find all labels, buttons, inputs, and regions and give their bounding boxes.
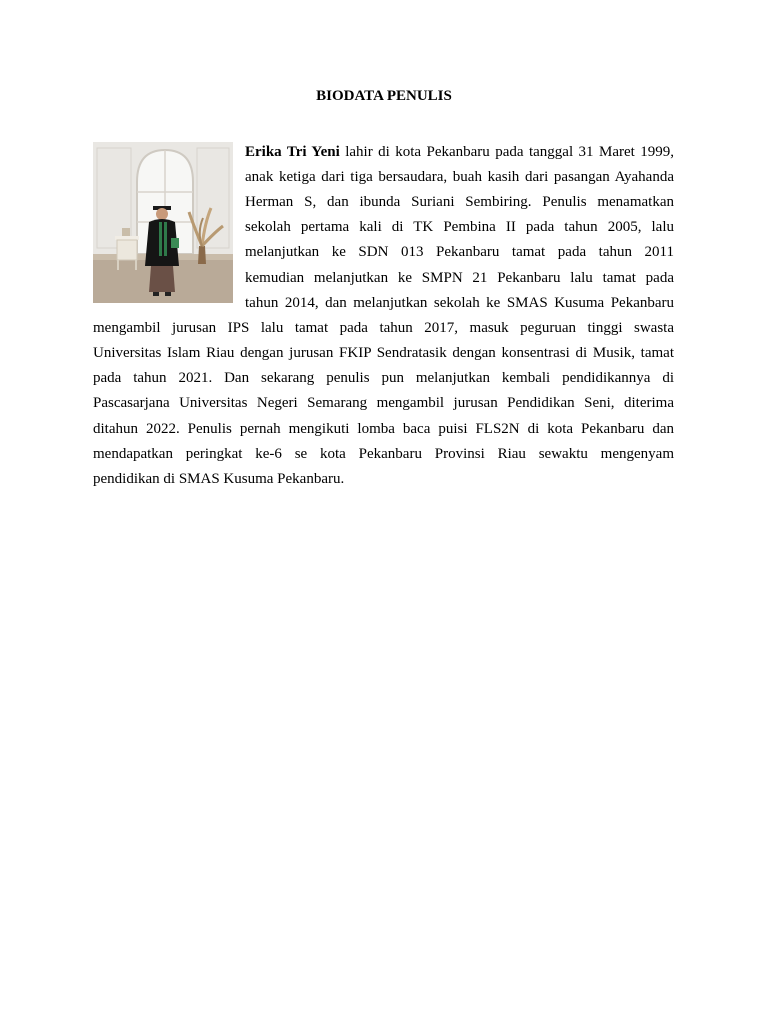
- text-line: ditahun 2022. Penulis pernah mengikuti lomba baca puisi FLS2N di kota Pekanbaru dan: [93, 421, 674, 437]
- page-title: BIODATA PENULIS: [316, 88, 452, 104]
- text-line: melanjutkan ke SDN 013 Pekanbaru tamat pada tahun 2011: [245, 244, 674, 260]
- text-line: pendidikan di SMAS Kusuma Pekanbaru.: [93, 471, 345, 487]
- author-name: Erika Tri Yeni: [245, 144, 340, 160]
- text-line: Erika Tri Yeni lahir di kota Pekanbaru pada tanggal 31 Maret 1999,: [245, 144, 674, 160]
- text-line: mengambil jurusan IPS lalu tamat pada tahun 2017, masuk peguruan tinggi swasta: [93, 320, 674, 336]
- text-line: Herman S, dan ibunda Suriani Sembiring. Penulis menamatkan: [245, 194, 674, 210]
- text-line: tahun 2014, dan melanjutkan sekolah ke SMAS Kusuma Pekanbaru: [245, 295, 674, 311]
- text-line: pada tahun 2021. Dan sekarang penulis pun melanjutkan kembali pendidikannya di: [93, 370, 674, 386]
- text-line: sekolah pertama kali di TK Pembina II pada tahun 2005, lalu: [245, 219, 674, 235]
- author-photo: [93, 142, 233, 303]
- text-line: Pascasarjana Universitas Negeri Semarang mengambil jurusan Pendidikan Seni, diterima: [93, 395, 674, 411]
- text-line: kemudian melanjutkan ke SMPN 21 Pekanbaru lalu tamat pada: [245, 270, 674, 286]
- text-line: Universitas Islam Riau dengan jurusan FKIP Sendratasik dengan konsentrasi di Musik, tamat: [93, 345, 674, 361]
- text-line: mendapatkan peringkat ke-6 se kota Pekanbaru Provinsi Riau sewaktu mengenyam: [93, 446, 674, 462]
- text-line: anak ketiga dari tiga bersaudara, buah kasih dari pasangan Ayahanda: [245, 169, 674, 185]
- author-photo-image: [93, 142, 233, 303]
